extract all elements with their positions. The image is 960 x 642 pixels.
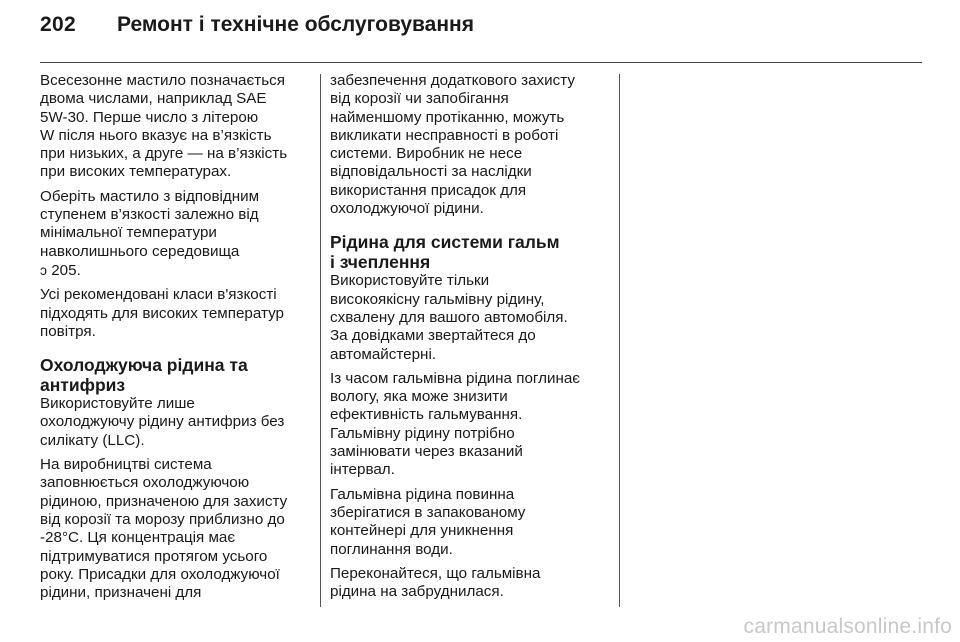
- paragraph: [330, 72, 610, 218]
- text-line: двома числами, наприклад SAE: [40, 90, 267, 108]
- reference-page: 205.: [51, 261, 81, 279]
- text-line: навколишнього середовища: [40, 242, 240, 260]
- text-line: рідиною, призначеною для захисту: [40, 492, 288, 510]
- text-line: забезпечення додаткового захисту: [330, 72, 575, 89]
- page-reference[interactable]: [40, 261, 312, 280]
- text-line: -28°C. Ця концентрація має: [40, 529, 236, 547]
- column-divider-right: [619, 74, 620, 607]
- text-line: від корозії та морозу приблизно до: [40, 510, 285, 528]
- column-divider-left: [320, 74, 321, 607]
- paragraph: [330, 565, 610, 602]
- text-line: Гальмівну рідину потрібно: [330, 424, 515, 442]
- text-line: Оберіть мастило з відповідним: [40, 187, 260, 205]
- text-line: від корозії чи запобігання: [330, 90, 509, 108]
- heading-line: Охолоджуюча рідина та: [40, 355, 248, 376]
- text-line: На виробництві система: [40, 456, 212, 474]
- text-line: зберігатися в запакованому: [330, 503, 526, 521]
- text-line: Із часом гальмівна рідина поглинає: [330, 369, 581, 387]
- paragraph: [330, 370, 610, 480]
- text-line: використання присадок для: [330, 181, 527, 199]
- text-line: За довідками звертайтеся до: [330, 327, 536, 345]
- heading-line: і зчеплення: [330, 252, 431, 273]
- text-line: викликати несправності в роботі: [330, 126, 559, 144]
- text-line: силікату (LLC).: [40, 431, 145, 449]
- reference-arrow-icon: ↄ: [40, 261, 47, 278]
- text-line: мінімальної температури: [40, 224, 217, 242]
- text-line: підходять для високих температур: [40, 304, 284, 322]
- column-left: [40, 72, 312, 608]
- watermark: carmanualsonline.info: [743, 615, 952, 638]
- text-line: W після нього вказує на в’язкість: [40, 126, 272, 144]
- text-line: рідина на забруднилася.: [330, 583, 504, 601]
- text-line: повітря.: [40, 322, 96, 340]
- text-line: Використовуйте тільки: [330, 272, 490, 290]
- paragraph: [330, 486, 610, 559]
- section-heading: [330, 232, 610, 272]
- column-middle: [330, 72, 610, 607]
- text-line: Всесезонне мастило позначається: [40, 72, 285, 89]
- paragraph: [40, 72, 312, 182]
- paragraph: [40, 456, 312, 602]
- text-line: замінювати через вказаний: [330, 443, 523, 461]
- text-line: охолоджуючої рідини.: [330, 200, 484, 218]
- page-number: 202: [40, 13, 76, 36]
- heading-line: антифриз: [40, 375, 126, 396]
- paragraph: [40, 188, 312, 280]
- page-title: Ремонт і технічне обслуговування: [117, 13, 474, 36]
- text-line: Використовуйте лише: [40, 395, 195, 413]
- text-line: Переконайтеся, що гальмівна: [330, 564, 541, 582]
- text-line: підтримуватися протягом усього: [40, 547, 268, 565]
- text-line: охолоджуючу рідину антифриз без: [40, 413, 285, 431]
- text-line: при високих температурах.: [40, 163, 232, 181]
- text-line: рідини, призначені для: [40, 584, 202, 602]
- text-line: заповнюється охолоджуючою: [40, 474, 250, 492]
- text-line: року. Присадки для охолоджуючої: [40, 565, 280, 583]
- paragraph: [330, 272, 610, 363]
- text-line: ступенем в’язкості залежно від: [40, 206, 259, 224]
- paragraph: [40, 286, 312, 341]
- heading-line: Рідина для системи гальм: [330, 232, 560, 253]
- paragraph: [40, 395, 312, 450]
- text-line: Усі рекомендовані класи в'язкості: [40, 286, 277, 304]
- page-header: [0, 0, 960, 64]
- text-line: Гальмівна рідина повинна: [330, 485, 515, 503]
- text-line: інтервал.: [330, 461, 395, 479]
- text-line: найменшому протіканню, можуть: [330, 108, 565, 126]
- text-line: поглинання води.: [330, 540, 453, 558]
- section-heading: [40, 355, 312, 395]
- text-line: при низьких, а друге — на в’язкість: [40, 145, 288, 163]
- text-line: схвалену для вашого автомобіля.: [330, 308, 568, 326]
- text-line: ефективність гальмування.: [330, 406, 523, 424]
- text-line: вологу, яка може знизити: [330, 388, 508, 406]
- text-line: відповідальності за наслідки: [330, 163, 532, 181]
- text-line: контейнері для уникнення: [330, 522, 514, 540]
- text-line: автомайстерні.: [330, 345, 437, 363]
- text-line: 5W-30. Перше число з літерою: [40, 108, 259, 126]
- text-line: системи. Виробник не несе: [330, 145, 523, 163]
- header-divider: [40, 62, 922, 63]
- text-line: високоякісну гальмівну рідину,: [330, 290, 545, 308]
